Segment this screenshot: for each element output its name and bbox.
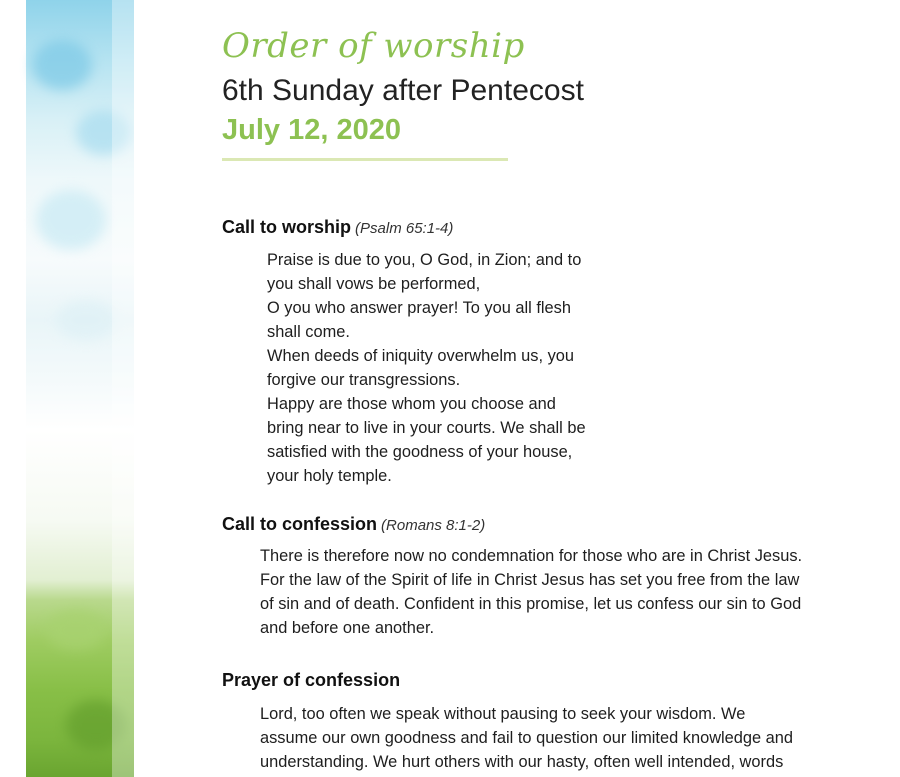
text-line: assume our own goodness and fail to question our limited knowledge and	[260, 729, 794, 747]
section-title: Call to worship	[222, 217, 352, 237]
side-image-light-band	[112, 0, 134, 777]
text-line: For the law of the Spirit of life in Christ Jesus has set you free from the law	[260, 571, 800, 589]
title-divider	[222, 158, 508, 161]
prayer-of-confession-text	[260, 702, 793, 774]
text-line: and before one another.	[260, 619, 435, 637]
text-line: understanding. We hurt others with our hasty, often well intended, words	[260, 753, 784, 771]
side-image-margin	[0, 0, 26, 777]
section-heading-call-to-worship	[222, 217, 453, 238]
text-line: O you who answer prayer! To you all flesh	[267, 299, 571, 317]
section-title: Call to confession	[222, 514, 378, 534]
text-line: satisfied with the goodness of your house,	[267, 443, 573, 461]
text-line: of sin and of death. Confident in this promise, let us confess our sin to God	[260, 595, 802, 613]
scripture-reference: (Romans 8:1-2)	[381, 517, 486, 534]
section-title: Prayer of confession	[222, 670, 401, 690]
text-line: forgive our transgressions.	[267, 371, 461, 389]
section-heading-call-to-confession	[222, 514, 485, 535]
script-title: Order of worship	[222, 26, 525, 66]
text-line: your holy temple.	[267, 467, 392, 485]
text-line: you shall vows be performed,	[267, 275, 481, 293]
text-line: bring near to live in your courts. We shall be	[267, 419, 586, 437]
call-to-confession-text	[260, 544, 802, 640]
text-line: There is therefore now no condemnation for those who are in Christ Jesus.	[260, 547, 803, 565]
sunday-subtitle: 6th Sunday after Pentecost	[222, 74, 584, 107]
scripture-reference: (Psalm 65:1-4)	[355, 220, 454, 237]
text-line: Lord, too often we speak without pausing to seek your wisdom. We	[260, 705, 746, 723]
text-line: Praise is due to you, O God, in Zion; and to	[267, 251, 582, 269]
text-line: Happy are those whom you choose and	[267, 395, 556, 413]
text-line: When deeds of iniquity overwhelm us, you	[267, 347, 575, 365]
service-date: July 12, 2020	[222, 114, 401, 146]
call-to-worship-text	[267, 248, 586, 488]
section-heading-prayer-of-confession	[222, 670, 400, 691]
decorative-side-image	[0, 0, 134, 777]
text-line: shall come.	[267, 323, 350, 341]
